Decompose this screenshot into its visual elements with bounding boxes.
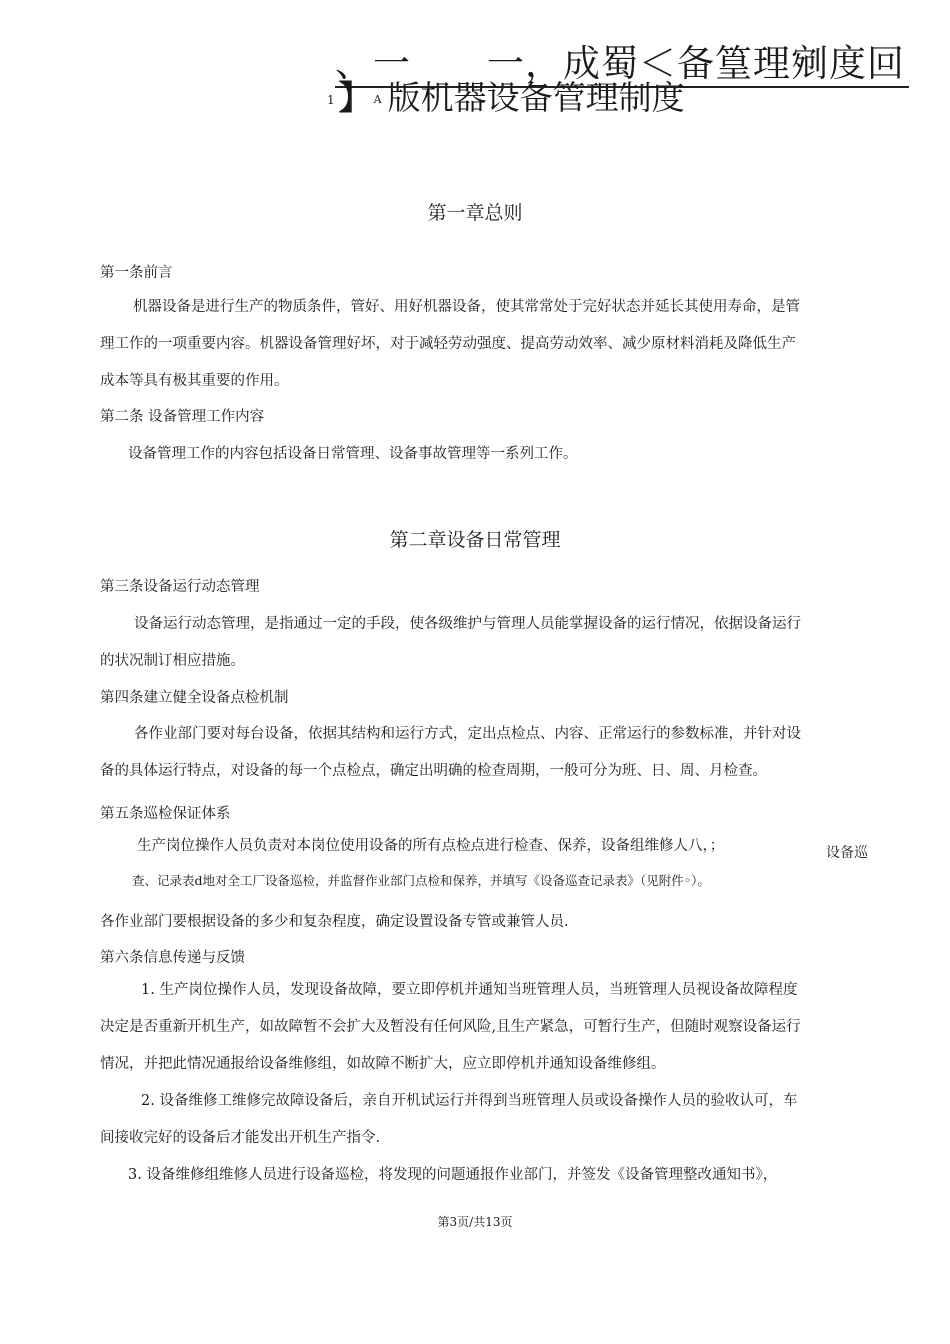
article-6-item-1-line: 决定是否重新开机生产，如故障暂不会扩大及暂没有任何风险,且生产紧急，可暂行生产，但随时观察设备运行 xyxy=(100,1019,801,1035)
article-6-item-3-line: 3. 设备维修组维修人员进行设备巡检，将发现的问题通报作业部门，并签发《设备管理整改通知书》， xyxy=(128,1167,778,1183)
article-4-line: 各作业部门要对每台设备，依据其结构和运行方式，定出点检点、内容、正常运行的参数标准，并针对设 xyxy=(134,726,801,742)
article-3-line: 的状况制订相应措施。 xyxy=(100,653,245,669)
title-bracket: 】 xyxy=(338,78,372,117)
article-6-item-1-line: 1. 生产岗位操作人员，发现设备故障，要立即停机并通知当班管理人员，当班管理人员视设备故障程度 xyxy=(141,982,798,998)
article-6-item-2-line: 2. 设备维修工维修完故障设备后，亲自开机试运行并得到当班管理人员或设备操作人员的验收认可，车 xyxy=(141,1093,798,1109)
article-5-margin-note: 设备巡 xyxy=(826,845,868,861)
article-1-line: 机器设备是进行生产的物质条件，管好、用好机器设备，使其常常处于完好状态并延长其使用寿命，是管 xyxy=(133,299,800,315)
chapter-2-title: 第二章设备日常管理 xyxy=(389,529,561,551)
title-prefix-number: 1 xyxy=(327,93,335,107)
article-6-heading: 第六条信息传递与反馈 xyxy=(100,950,245,966)
article-3-heading: 第三条设备运行动态管理 xyxy=(100,579,260,595)
article-1-line: 成本等具有极其重要的作用。 xyxy=(100,373,289,389)
article-1-heading: 第一条前言 xyxy=(100,265,173,281)
article-6-item-2-line: 间接收完好的设备后才能发出开机生产指令. xyxy=(100,1130,381,1146)
document-title-garbled: 、一 一，成蜀＜备篁理剜度回 xyxy=(335,42,909,88)
article-5-line: 生产岗位操作人员负责对本岗位使用设备的所有点检点进行检查、保养，设备组维修人八，； xyxy=(137,838,725,854)
document-title xyxy=(327,78,685,120)
article-5-heading: 第五条巡检保证体系 xyxy=(100,806,231,822)
article-4-line: 备的具体运行特点，对设备的每一个点检点，确定出明确的检查周期，一般可分为班、日、周、月检查。 xyxy=(100,763,767,779)
article-2-heading: 第二条 设备管理工作内容 xyxy=(100,409,265,425)
page-number: 第3页/共13页 xyxy=(437,1215,513,1229)
article-6-item-1-line: 情况，并把此情况通报给设备维修组，如故障不断扩大，应立即停机并通知设备维修组。 xyxy=(100,1056,666,1072)
chapter-1-title: 第一章总则 xyxy=(427,202,523,224)
article-5-line-small: 查、记录表d地对全工厂设备巡检，并监督作业部门点检和保养，并填写《设备巡查记录表》（见附件◦）。 xyxy=(132,873,710,888)
article-3-line: 设备运行动态管理，是指通过一定的手段，使各级维护与管理人员能掌握设备的运行情况，依据设备运行 xyxy=(134,616,801,632)
article-5-line: 各作业部门要根据设备的多少和复杂程度，确定设置设备专管或兼管人员. xyxy=(100,914,569,930)
article-2-line: 设备管理工作的内容包括设备日常管理、设备事故管理等一系列工作。 xyxy=(128,446,578,462)
title-prefix-letter: A xyxy=(373,93,382,106)
title-main: 版机器设备管理制度 xyxy=(387,78,685,117)
article-4-heading: 第四条建立健全设备点检机制 xyxy=(100,690,289,706)
article-1-line: 理工作的一项重要内容。机器设备管理好坏，对于减轻劳动强度、提高劳动效率、减少原材料消耗及降低生产 xyxy=(100,336,796,352)
